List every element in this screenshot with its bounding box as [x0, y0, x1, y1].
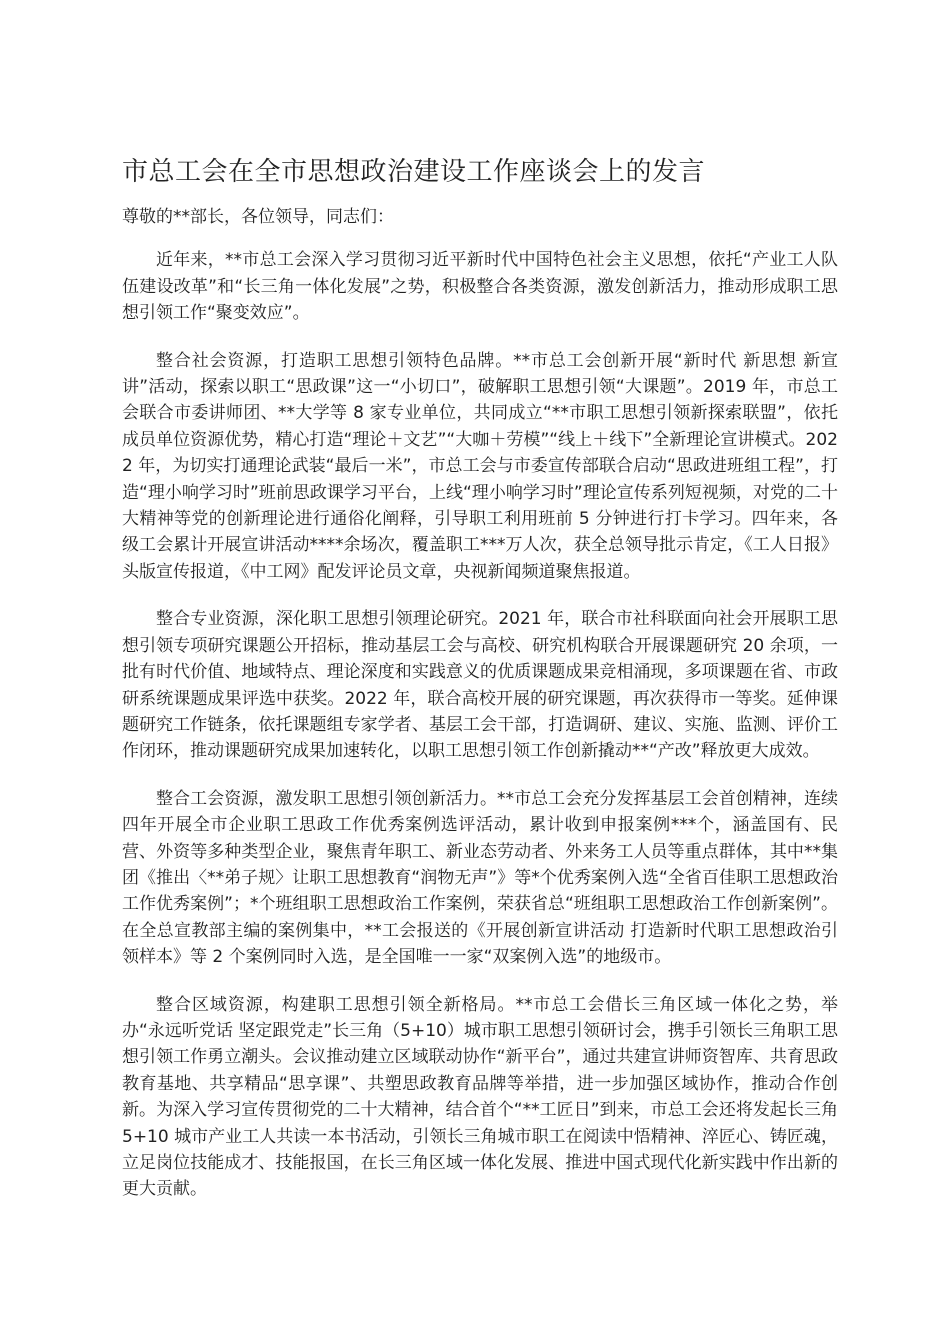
document-title: 市总工会在全市思想政治建设工作座谈会上的发言: [122, 157, 706, 187]
salutation: 尊敬的**部长，各位领导，同志们：: [122, 207, 394, 227]
paragraph-professional-resources: 整合专业资源，深化职工思想引领理论研究。2021 年，联合市社科联面向社会开展职工思想引领专项研究课题公开招标，推动基层工会与高校、研究机构联合开展课题研究 20 余项，一批有时代价值、地域特点、理论深度和实践意义的优质课题成果竞相涌现，多项课题在省、市政研系统课题成果评选中获奖。2022 年，联合高校开展的研究课题，再次获得市一等奖。延伸课题研究工作链条，依托课题组专家学者、基层工会干部，打造调研、建议、实施、监测、评价工作闭环，推动课题研究成果加速转化，以职工思想引领工作创新撬动**“产改”释放更大成效。: [122, 609, 838, 762]
paragraph-intro: 近年来，**市总工会深入学习贯彻习近平新时代中国特色社会主义思想，依托“产业工人队伍建设改革”和“长三角一体化发展”之势，积极整合各类资源，激发创新活力，推动形成职工思想引领工作“聚变效应”。: [122, 250, 838, 324]
paragraph-social-resources: 整合社会资源，打造职工思想引领特色品牌。**市总工会创新开展“新时代 新思想 新宣讲”活动，探索以职工“思政课”这一“小切口”，破解职工思想引领“大课题”。2019 年，市总工会联合市委讲师团、**大学等 8 家专业单位，共同成立“**市职工思想引领新探索联盟”，依托成员单位资源优势，精心打造“理论＋文艺”“大咖＋劳模”“线上＋线下”全新理论宣讲模式。2022 年，为切实打通理论武装“最后一米”，市总工会与市委宣传部联合启动“思政进班组工程”，打造“理小响学习时”班前思政课学习平台，上线“理小响学习时”理论宣传系列短视频，对党的二十大精神等党的创新理论进行通俗化阐释，引导职工利用班前 5 分钟进行打卡学习。四年来，各级工会累计开展宣讲活动****余场次，覆盖职工***万人次，获全总领导批示肯定，《工人日报》头版宣传报道，《中工网》配发评论员文章，央视新闻频道聚焦报道。: [122, 350, 838, 582]
paragraph-regional-resources: 整合区域资源，构建职工思想引领全新格局。**市总工会借长三角区域一体化之势，举办“永远听党话 坚定跟党走”长三角（5+10）城市职工思想引领研讨会，携手引领长三角职工思想引领工作勇立潮头。会议推动建立区域联动协作“新平台”，通过共建宣讲师资智库、共育思政教育基地、共享精品“思享课”、共塑思政教育品牌等举措，进一步加强区域协作，推动合作创新。为深入学习宣传贯彻党的二十大精神，结合首个“**工匠日”到来，市总工会还将发起长三角 5+10 城市产业工人共读一本书活动，引领长三角城市职工在阅读中悟精神、淬匠心、铸匠魂，立足岗位技能成才、技能报国，在长三角区域一体化发展、推进中国式现代化新实践中作出新的更大贡献。: [122, 994, 838, 1200]
paragraph-union-resources: 整合工会资源，激发职工思想引领创新活力。**市总工会充分发挥基层工会首创精神，连续四年开展全市企业职工思政工作优秀案例选评活动，累计收到申报案例***个，涵盖国有、民营、外资等多种类型企业，聚焦青年职工、新业态劳动者、外来务工人员等重点群体，其中**集团《推出〈**弟子规〉让职工思想教育“润物无声”》等*个优秀案例入选“全省百佳职工思想政治工作优秀案例”；*个班组职工思想政治工作案例，荣获省总“班组职工思想政治工作创新案例”。在全总宣教部主编的案例集中，**工会报送的《开展创新宣讲活动 打造新时代职工思想政治引领样本》等 2 个案例同时入选，是全国唯一一家“双案例入选”的地级市。: [122, 788, 838, 968]
